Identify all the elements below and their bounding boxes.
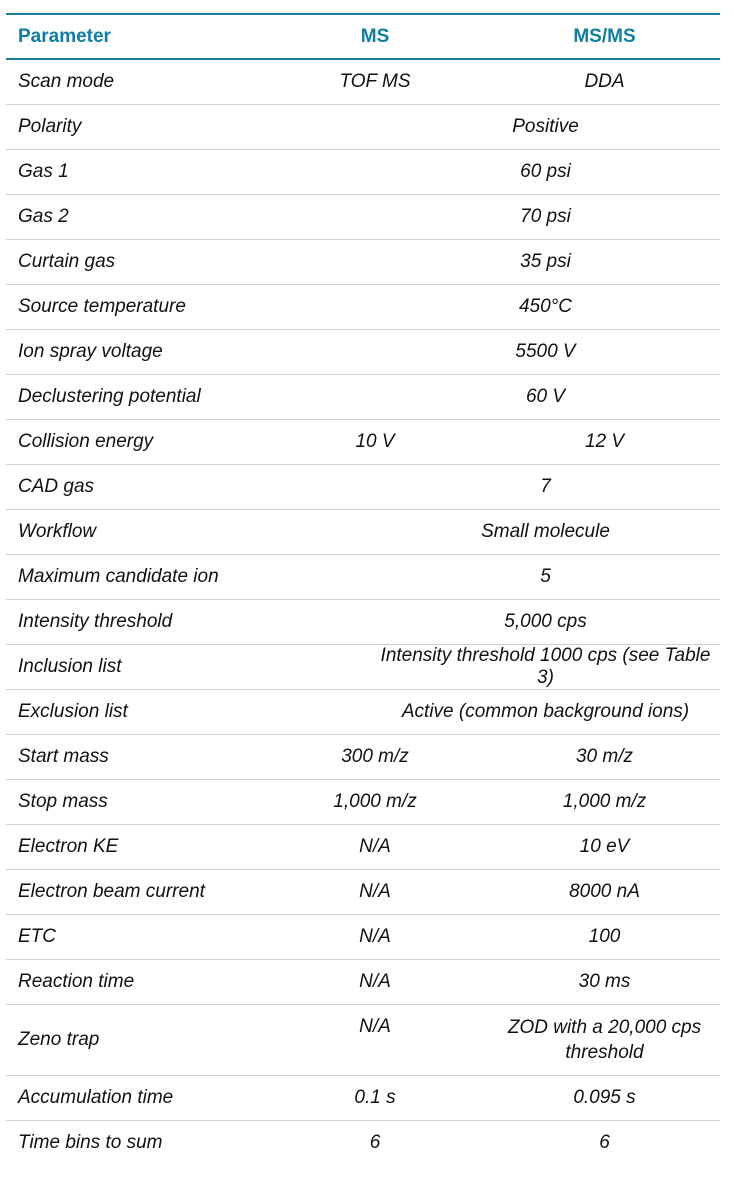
param-cell: Electron beam current [18,880,205,902]
table-row [6,104,720,149]
param-cell: ETC [18,925,56,947]
msms-cell: 30 m/z [575,745,634,767]
param-cell: Exclusion list [18,700,128,722]
combined-cell: 5,000 cps [504,610,587,632]
param-cell: CAD gas [18,475,95,497]
table-row [6,554,720,599]
ms-cell: 10 V [355,430,395,452]
combined-cell: 7 [540,475,551,497]
param-cell: Workflow [18,520,97,542]
param-cell: Source temperature [18,295,186,317]
table-row [6,869,720,914]
table-row [6,419,720,464]
combined-cell: 5 [540,565,551,587]
msms-cell: ZOD with a 20,000 cps threshold [507,1016,702,1063]
table-row [6,59,720,104]
table-row [6,284,720,329]
param-cell: Declustering potential [18,385,201,407]
combined-cell: Active (common background ions) [401,700,690,722]
param-cell: Time bins to sum [18,1131,163,1153]
ms-cell: 300 m/z [341,745,409,767]
param-cell: Polarity [18,115,82,137]
combined-cell: Positive [512,115,579,137]
table-row [6,239,720,284]
ms-cell: TOF MS [339,70,411,92]
msms-cell: 8000 nA [569,880,640,902]
param-cell: Inclusion list [18,655,122,677]
msms-cell: DDA [584,70,625,92]
param-cell: Accumulation time [18,1086,174,1108]
param-cell: Electron KE [18,835,119,857]
table-row [6,644,720,689]
ms-cell: N/A [359,880,391,902]
combined-cell: 450°C [518,295,573,317]
table-row [6,959,720,1004]
table-row [6,689,720,734]
table-row [6,509,720,554]
msms-cell: 0.095 s [573,1086,636,1108]
param-cell: Gas 2 [18,205,69,227]
parameters-table [6,13,720,1165]
msms-cell: 10 eV [579,835,630,857]
header-parameter: Parameter [6,14,261,59]
ms-cell: N/A [359,925,391,947]
table-header [6,14,720,59]
combined-cell: Intensity threshold 1000 cps (see Table 3) [380,644,711,688]
ms-cell: N/A [359,835,391,857]
param-cell: Collision energy [18,430,154,452]
msms-cell: 6 [599,1131,610,1153]
header-row [6,14,720,59]
msms-cell: 30 ms [578,970,631,992]
table-row [6,194,720,239]
ms-cell: 0.1 s [354,1086,396,1108]
msms-cell: 100 [588,925,621,947]
table-row [6,464,720,509]
ms-cell: N/A [359,1015,391,1037]
table-row [6,734,720,779]
table-body [6,59,720,1165]
ms-cell: N/A [359,970,391,992]
header-ms: MS [261,14,489,59]
msms-cell: 1,000 m/z [562,790,647,812]
ms-cell: 6 [369,1131,381,1153]
table-row [6,914,720,959]
param-cell: Zeno trap [18,1028,100,1050]
ms-cell: 1,000 m/z [333,790,417,812]
param-cell: Intensity threshold [18,610,173,632]
param-cell: Reaction time [18,970,135,992]
combined-cell: 5500 V [515,340,576,362]
combined-cell: 35 psi [520,250,571,272]
table-row [6,374,720,419]
param-cell: Gas 1 [18,160,69,182]
combined-cell: 60 psi [520,160,571,182]
table-row [6,329,720,374]
table-row [6,1004,720,1075]
param-cell: Scan mode [18,70,115,92]
combined-cell: 60 V [525,385,566,407]
table-row [6,599,720,644]
param-cell: Maximum candidate ion [18,565,219,587]
table-row [6,1075,720,1120]
param-cell: Stop mass [18,790,108,812]
combined-cell: 70 psi [520,205,571,227]
param-cell: Start mass [18,745,109,767]
msms-cell: 12 V [584,430,625,452]
table-row [6,1120,720,1165]
param-cell: Ion spray voltage [18,340,163,362]
combined-cell: Small molecule [481,520,610,542]
table-row [6,149,720,194]
table-row [6,824,720,869]
header-msms: MS/MS [489,14,720,59]
param-cell: Curtain gas [18,250,116,272]
table-row [6,779,720,824]
